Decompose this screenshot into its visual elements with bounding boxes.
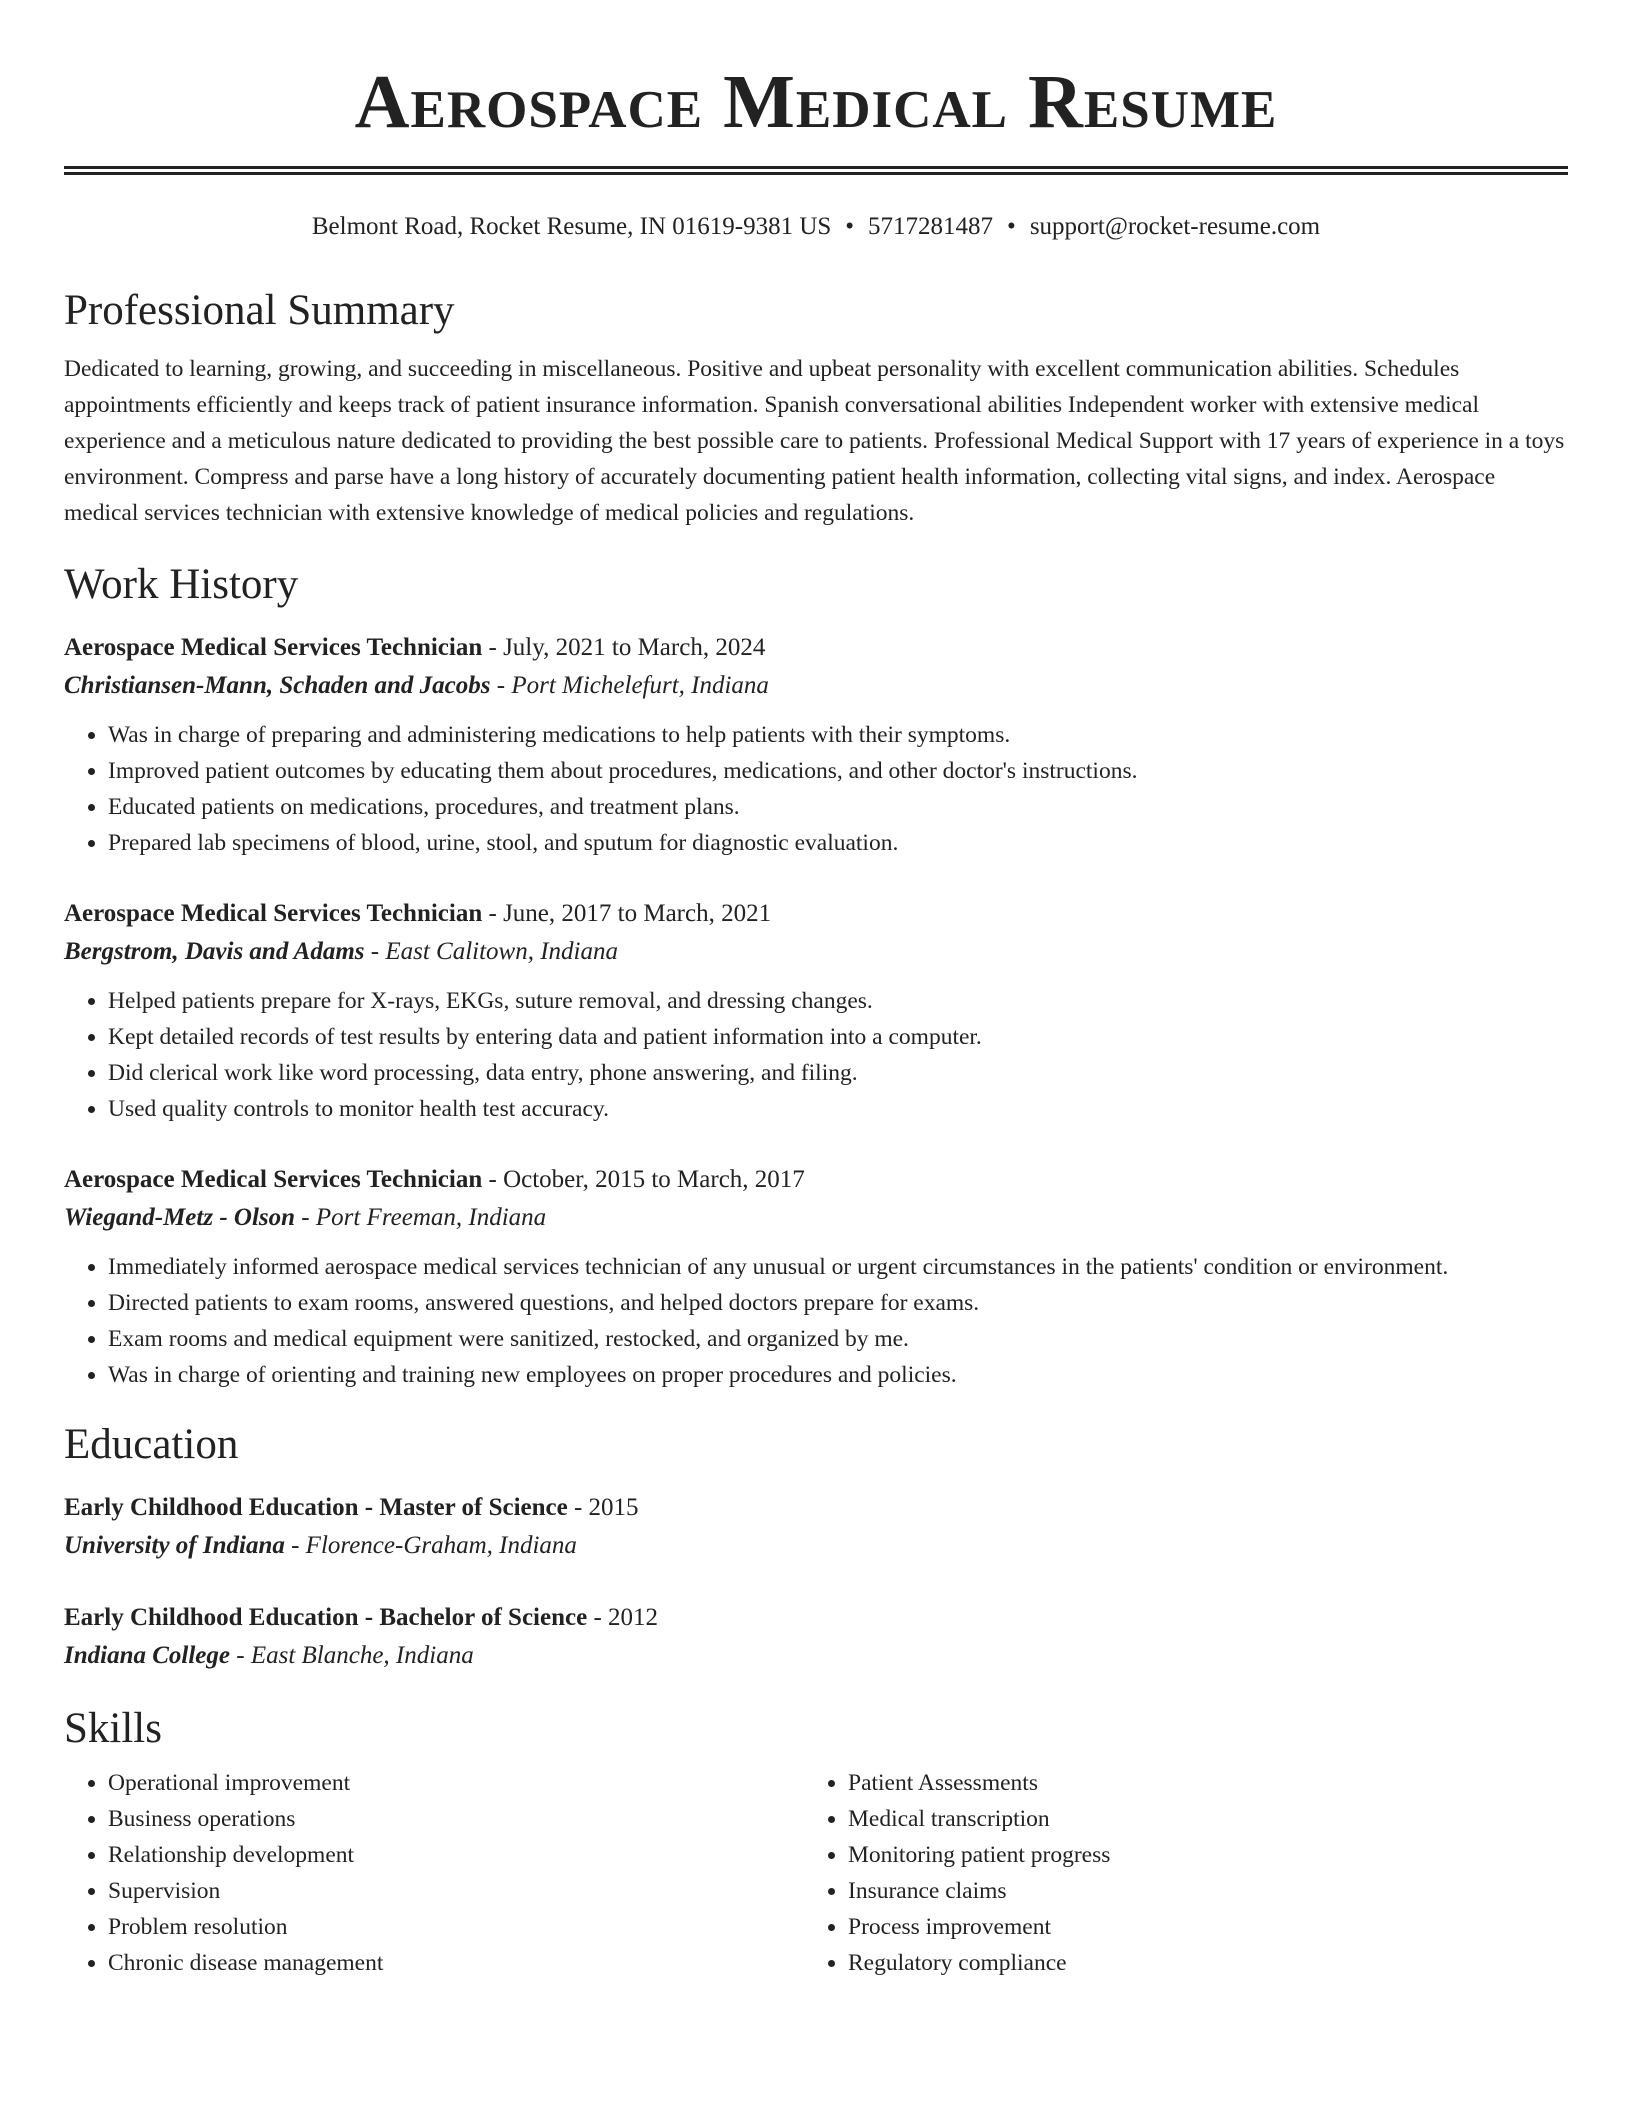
job-title: Aerospace Medical Services Technician <box>64 634 483 661</box>
summary-heading: Professional Summary <box>64 287 455 334</box>
job-entry <box>64 629 1568 861</box>
degree-line <box>64 1599 1568 1637</box>
job-entry <box>64 895 1568 1127</box>
title-divider <box>64 166 1568 175</box>
skills-list-left <box>64 1765 804 1981</box>
summary-text: Dedicated to learning, growing, and succeeding in miscellaneous. Positive and upbeat personality with excellent communication abilities. Schedules appointments efficiently and keeps track of patient insurance information. Spanish conversational abilities Independent worker with extensive medical experience and a meticulous nature dedicated to providing the best possible care to patients. Professional Medical Support with 17 years of experience in a toys environment. Compress and parse have a long history of accurately documenting patient health information, collecting vital signs, and index. Aerospace medical services technician with extensive knowledge of medical policies and regulations. <box>64 356 1565 526</box>
skill-item: • Regulatory compliance <box>848 1945 1544 1981</box>
job-duty: • Educated patients on medications, procedures, and treatment plans. <box>108 789 1568 825</box>
contact-line <box>64 211 1568 243</box>
job-duty: • Used quality controls to monitor health test accuracy. <box>108 1091 1568 1127</box>
degree-year: - 2012 <box>587 1604 659 1631</box>
work-history-heading: Work History <box>64 561 299 608</box>
skill-item: • Monitoring patient progress <box>848 1837 1544 1873</box>
job-dates: - October, 2015 to March, 2017 <box>482 1166 805 1193</box>
contact-email: support@rocket-resume.com <box>1029 213 1321 240</box>
job-title-line <box>64 629 1568 667</box>
job-duty: • Prepared lab specimens of blood, urine, stool, and sputum for diagnostic evaluation. <box>108 825 1568 861</box>
skills-section <box>64 1703 1568 1981</box>
job-company: Wiegand-Metz - Olson <box>64 1204 296 1231</box>
school: University of Indiana <box>64 1532 285 1559</box>
job-company-line <box>64 667 1568 705</box>
job-title-line <box>64 895 1568 933</box>
education-heading: Education <box>64 1421 239 1468</box>
skills-heading: Skills <box>64 1705 162 1752</box>
job-title: Aerospace Medical Services Technician <box>64 900 483 927</box>
job-title-line <box>64 1161 1568 1199</box>
degree-line <box>64 1489 1568 1527</box>
school-location: - East Blanche, Indiana <box>230 1642 474 1669</box>
skills-list-right <box>804 1765 1544 1981</box>
contact-separator: • <box>845 213 855 240</box>
degree-year: - 2015 <box>567 1494 639 1521</box>
skill-item: • Process improvement <box>848 1909 1544 1945</box>
skill-item: • Chronic disease management <box>108 1945 804 1981</box>
job-duty: • Was in charge of preparing and administering medications to help patients with their symptoms. <box>108 717 1568 753</box>
education-section <box>64 1419 1568 1675</box>
job-duties <box>64 983 1568 1127</box>
education-entry <box>64 1489 1568 1565</box>
school: Indiana College <box>64 1642 230 1669</box>
job-duty: • Helped patients prepare for X-rays, EKGs, suture removal, and dressing changes. <box>108 983 1568 1019</box>
contact-phone: 5717281487 <box>868 213 994 240</box>
summary-section <box>64 285 1568 531</box>
skill-item: • Medical transcription <box>848 1801 1544 1837</box>
job-duty: • Immediately informed aerospace medical services technician of any unusual or urgent circumstances in the patients' condition or environment. <box>108 1249 1568 1285</box>
job-duty: • Exam rooms and medical equipment were sanitized, restocked, and organized by me. <box>108 1321 1568 1357</box>
school-location: - Florence-Graham, Indiana <box>284 1532 577 1559</box>
job-dates: - July, 2021 to March, 2024 <box>482 634 766 661</box>
job-company-line <box>64 933 1568 971</box>
skill-item: • Insurance claims <box>848 1873 1544 1909</box>
job-duty: • Did clerical work like word processing, data entry, phone answering, and filing. <box>108 1055 1568 1091</box>
contact-separator: • <box>1007 213 1016 240</box>
job-duty: • Directed patients to exam rooms, answered questions, and helped doctors prepare for exams. <box>108 1285 1568 1321</box>
skill-item: • Problem resolution <box>108 1909 804 1945</box>
skill-item: • Supervision <box>108 1873 804 1909</box>
job-duties <box>64 717 1568 861</box>
skill-item: • Relationship development <box>108 1837 804 1873</box>
degree: Early Childhood Education - Bachelor of Science <box>64 1604 588 1631</box>
job-company: Christiansen-Mann, Schaden and Jacobs <box>64 672 491 699</box>
contact-address: Belmont Road, Rocket Resume, IN 01619-9381 US <box>311 213 832 240</box>
job-duty: • Kept detailed records of test results by entering data and patient information into a computer. <box>108 1019 1568 1055</box>
job-entry <box>64 1161 1568 1393</box>
resume-title: Aerospace Medical Resume <box>354 60 1278 144</box>
skill-item: • Operational improvement <box>108 1765 804 1801</box>
skill-item: • Patient Assessments <box>848 1765 1544 1801</box>
job-duty: • Was in charge of orienting and training new employees on proper procedures and policies. <box>108 1357 1568 1393</box>
job-company: Bergstrom, Davis and Adams <box>64 938 365 965</box>
school-line <box>64 1637 1568 1675</box>
skills-columns <box>64 1765 1568 1981</box>
job-title: Aerospace Medical Services Technician <box>64 1166 483 1193</box>
education-entry <box>64 1599 1568 1675</box>
job-dates: - June, 2017 to March, 2021 <box>482 900 772 927</box>
job-company-line <box>64 1199 1568 1237</box>
job-location: - East Calitown, Indiana <box>364 938 618 965</box>
skill-item: • Business operations <box>108 1801 804 1837</box>
job-location: - Port Michelefurt, Indiana <box>490 672 769 699</box>
school-line <box>64 1527 1568 1565</box>
work-history-section <box>64 559 1568 1393</box>
job-duty: • Improved patient outcomes by educating them about procedures, medications, and other doctor's instructions. <box>108 753 1568 789</box>
degree: Early Childhood Education - Master of Science <box>64 1494 568 1521</box>
job-duties <box>64 1249 1568 1393</box>
job-location: - Port Freeman, Indiana <box>295 1204 547 1231</box>
